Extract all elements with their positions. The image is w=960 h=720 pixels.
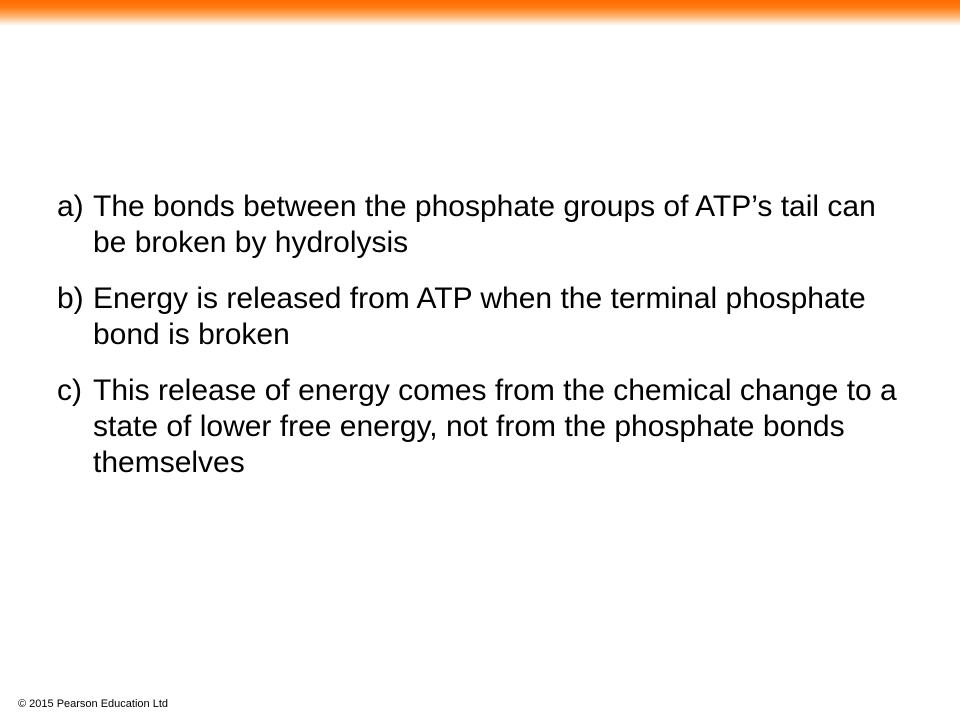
item-label: b) <box>57 282 84 315</box>
item-text: The bonds between the phosphate groups of ATP’s tail can be broken by hydrolysis <box>93 190 876 259</box>
item-label: c) <box>57 374 82 407</box>
list-item <box>57 373 917 481</box>
item-label: a) <box>57 190 84 223</box>
item-text: This release of energy comes from the chemical change to a state of lower free energy, not from the phosphate bonds themselves <box>93 374 897 479</box>
list-item <box>57 189 917 261</box>
top-accent-bar <box>0 0 960 26</box>
slide-body <box>57 189 917 501</box>
item-text: Energy is released from ATP when the terminal phosphate bond is broken <box>93 282 866 351</box>
copyright-notice: © 2015 Pearson Education Ltd <box>18 698 168 710</box>
list-item <box>57 281 917 353</box>
